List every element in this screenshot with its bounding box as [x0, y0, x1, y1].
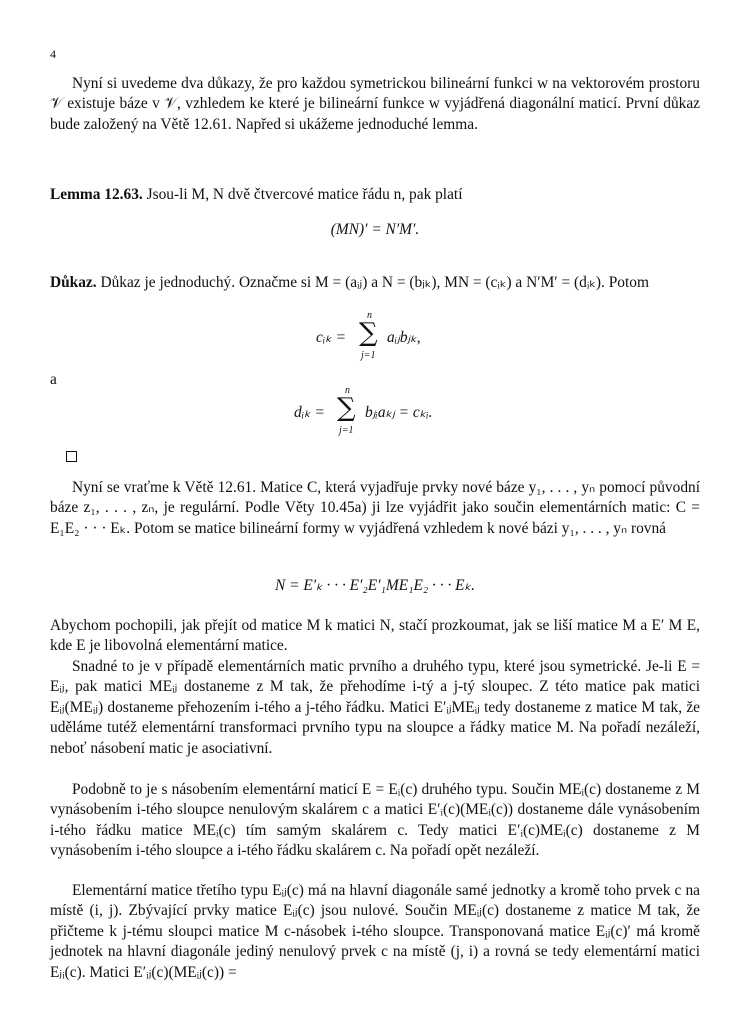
- proof-paragraph: [50, 273, 700, 293]
- sum-equation-d: [0, 385, 750, 441]
- sum-equation-c: [0, 310, 750, 366]
- lemma-label: Lemma 12.63.: [50, 186, 143, 203]
- intro-paragraph: Nyní si uvedeme dva důkazy, že pro každou symetrickou bilineární funkci w na vektorovém prostoru 𝒱 existuje báze v 𝒱, vzhledem ke které je bilineární funkce w vyjádřená diagonální maticí. První důkaz bude založený na Větě 12.61. Napřed si ukážeme jednoduché lemma.: [50, 75, 700, 133]
- sum-d-upper-limit: n: [345, 385, 350, 396]
- sigma-symbol: ∑: [359, 318, 378, 348]
- connector-and: a: [50, 371, 57, 388]
- lemma-text: Jsou-li M, N dvě čtvercové matice řádu n, pak platí: [146, 186, 463, 203]
- third-type-paragraph: Elementární matice třetího typu Eᵢⱼ(c) má na hlavní diagonále samé jednotky a kromě toho prvek c na místě (i, j). Zbývající prvky matice Eᵢⱼ(c) jsou nulové. Součin MEᵢⱼ(c) dostaneme z matice M tak, že přičteme k j-tému sloupci matice M c-násobek i-tého sloupce. Transponovaná matice Eᵢⱼ(c)′ má kromě jednotek na hlavní diagonále jediný nenulový prvek c na místě (j, i) a rovná se tedy elementární matici Eⱼᵢ(c). Matici E′ᵢⱼ(c)(MEᵢⱼ(c)) =: [50, 882, 700, 981]
- page-number: 4: [50, 47, 56, 61]
- proof-label: Důkaz.: [50, 274, 97, 291]
- sum-d-lower-limit: j=1: [339, 425, 354, 436]
- sum-c-lower-limit: j=1: [361, 350, 376, 361]
- qed-square-icon: [66, 451, 77, 462]
- lemma-equation: (MN)′ = N′M′.: [330, 221, 420, 238]
- sum-c-lhs: cᵢₖ =: [316, 329, 347, 346]
- first-type-paragraph: Snadné to je v případě elementárních matic prvního a druhého typu, které jsou symetrické. Je-li E = Eᵢⱼ, pak matici MEᵢⱼ dostaneme z M tak, že přehodíme i-tý a j-tý sloupec. Z této matice pak matici Eᵢⱼ(MEᵢⱼ) dostaneme přehozením i-tého a j-tého řádku. Matici E′ᵢⱼMEᵢⱼ tedy dostaneme z matice M tak, že uděláme tutéž elementární transformaci prvního typu na sloupce a řádky matice M. Na pořadí nezáleží, neboť násobení matic je asociativní.: [50, 658, 700, 757]
- equation-n: N = E′ₖ · · · E′₂E′₁ME₁E₂ · · · Eₖ.: [275, 577, 475, 594]
- understand-paragraph: Abychom pochopili, jak přejít od matice M k matici N, stačí prozkoumat, jak se liší matice M a E′ M E, kde E je libovolná elementární matice.: [50, 617, 700, 655]
- sum-c-rhs: aᵢⱼbⱼₖ,: [387, 329, 421, 346]
- lemma-statement: [50, 185, 700, 205]
- sigma-symbol: ∑: [337, 393, 356, 423]
- second-type-paragraph: Podobně to je s násobením elementární maticí E = Eᵢ(c) druhého typu. Součin MEᵢ(c) dostaneme z M vynásobením i-tého sloupce nenulovým skalárem c a matici E′ᵢ(c)(MEᵢ(c)) dostaneme dále vynásobením i-tého řádku matice MEᵢ(c) tím samým skalárem c. Tedy matici E′ᵢ(c)MEᵢ(c) dostaneme z M vynásobením i-tého sloupce a i-tého řádku skalárem c. Na pořadí opět nezáleží.: [50, 781, 700, 860]
- sum-d-rhs: bⱼᵢaₖⱼ = cₖᵢ.: [365, 404, 433, 421]
- proof-text: Důkaz je jednoduchý. Označme si M = (aᵢⱼ) a N = (bⱼₖ), MN = (cᵢₖ) a N′M′ = (dᵢₖ). Potom: [100, 274, 649, 291]
- sum-d-lhs: dᵢₖ =: [294, 404, 325, 421]
- return-paragraph: Nyní se vraťme k Větě 12.61. Matice C, která vyjadřuje prvky nové báze y₁, . . . , yₙ pomocí původní báze z₁, . . . , zₙ, je regulární. Podle Věty 10.45a) ji lze vyjádřit jako součin elementárních matic: C = E₁E₂ · · · Eₖ. Potom se matice bilineární formy w vyjádřená vzhledem k nové bázi y₁, . . . , yₙ rovná: [50, 479, 700, 537]
- sum-c-upper-limit: n: [367, 310, 372, 321]
